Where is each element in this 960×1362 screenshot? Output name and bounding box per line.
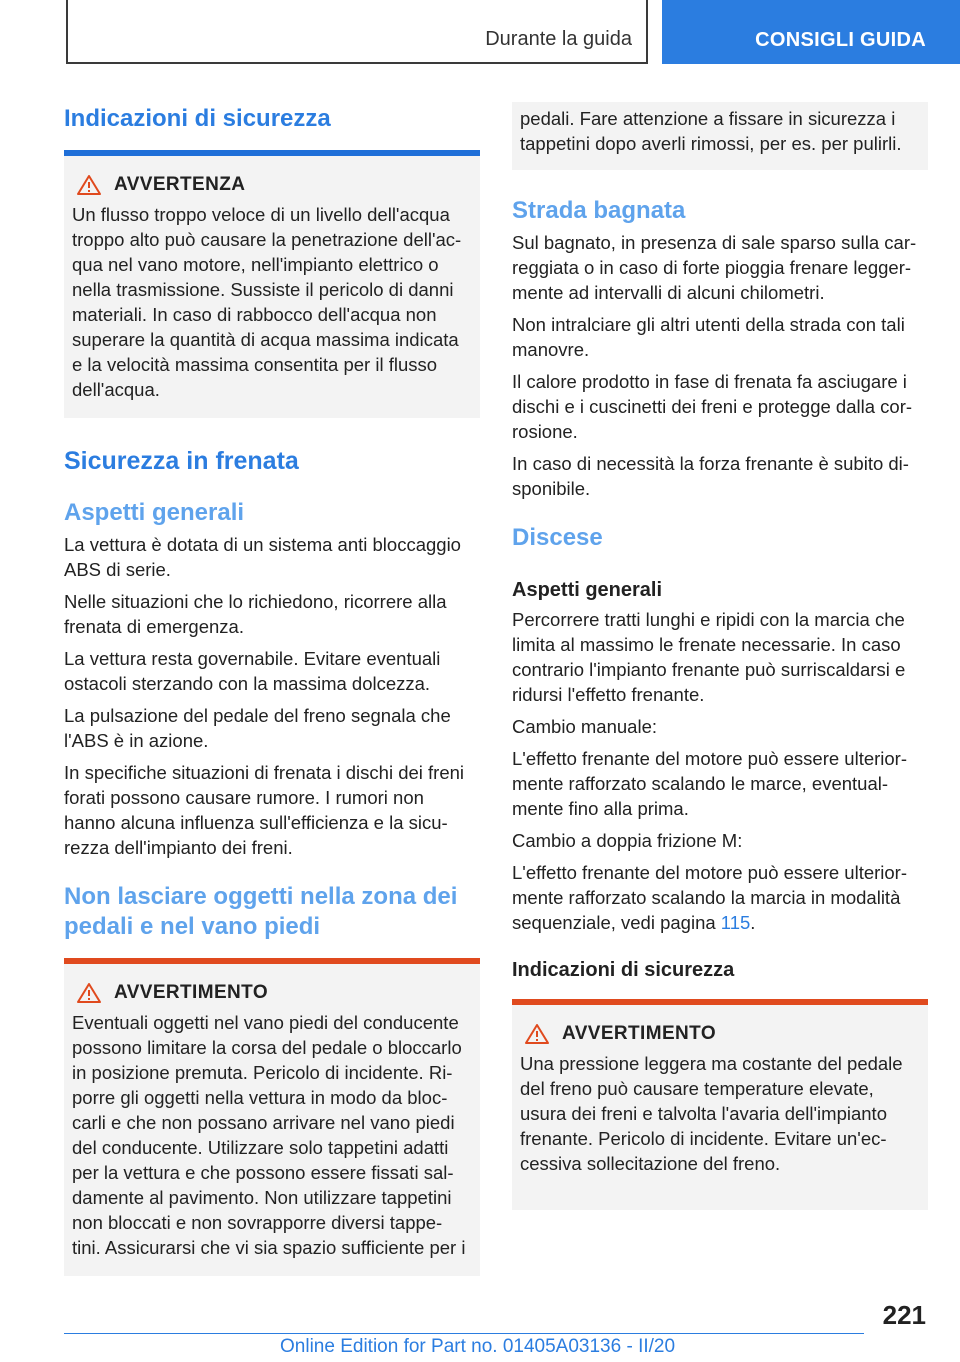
page-number: 221 xyxy=(882,1300,926,1330)
footer-rule xyxy=(64,1333,864,1334)
warning-title: AVVERTIMENTO xyxy=(114,982,268,1003)
warning-text: Una pressione leggera ma costante del pedale del freno può causare temperature elevate, usura dei freni e talvolta l'avaria dell'impianto frenante. Pericolo di incidente. Evitare un'ec- cessiva sollecitazione del freno. xyxy=(520,1053,903,1174)
subheading-safety-notes: Indicazioni di sicurezza xyxy=(512,959,735,981)
paragraph: Non intralciare gli altri utenti della strada con tali manovre. xyxy=(512,314,905,360)
paragraph: In specifiche situazioni di frenata i dischi dei freni forati possono causare rumore. I rumori non hanno alcuna influenza sull'efficienza e la sicu- rezza dell'impianto dei freni. xyxy=(64,762,465,858)
paragraph: Sul bagnato, in presenza di sale sparso sulla car- reggiata o in caso di forte pioggia frenare legger- mente ad intervalli di alcuni chilometri. xyxy=(512,232,917,303)
paragraph: Percorrere tratti lunghi e ripidi con la marcia che limita al massimo le frenate necessarie. In caso contrario l'impianto frenante può surriscaldarsi e ridursi l'effetto frenante. xyxy=(512,609,906,705)
chapter-tab[interactable] xyxy=(662,0,960,64)
paragraph: Cambio a doppia frizione M: xyxy=(512,830,743,851)
heading-braking-safety: Sicurezza in frenata xyxy=(64,447,299,475)
paragraph: L'effetto frenante del motore può essere ulterior- mente rafforzato scalando le marce, eventual- mente fino alla prima. xyxy=(512,748,908,819)
paragraph: Nelle situazioni che lo richiedono, ricorrere alla frenata di emergenza. xyxy=(64,591,447,637)
paragraph: La vettura resta governabile. Evitare eventuali ostacoli sterzando con la massima dolcezza. xyxy=(64,648,441,694)
section-title: Durante la guida xyxy=(485,28,632,50)
warning-box-water xyxy=(64,156,480,418)
paragraph: La vettura è dotata di un sistema anti bloccaggio ABS di serie. xyxy=(64,534,461,580)
chapter-title: CONSIGLI GUIDA xyxy=(755,29,926,51)
paragraph: Il calore prodotto in fase di frenata fa asciugare i dischi e i cuscinetti dei freni e protegge dalla cor- rosione. xyxy=(512,371,913,442)
warning-text: pedali. Fare attenzione a fissare in sicurezza i tappetini dopo averli rimossi, per es. per pulirli. xyxy=(520,108,902,154)
warning-box-continued xyxy=(512,102,928,170)
warning-box-pedals xyxy=(64,964,480,1276)
page-reference-link[interactable]: 115 xyxy=(720,912,751,933)
edition-note: Online Edition for Part no. 01405A03136 - II/20 xyxy=(280,1336,676,1357)
warning-text: Eventuali oggetti nel vano piedi del conducente possono limitare la corsa del pedale o bloccarlo in posizione premuta. Pericolo di incidente. Ri- porre gli oggetti nella vettura in modo da bloc- carli e che non possano arrivare nel vano piedi del conducente. Utilizzare solo tappetini adatti per la vettura e che possono essere fissati sal- damente al pavimento. Non utilizzare tappetini non bloccati e non sovrapporre diversi tappe- tini. Assicurarsi che vi sia spazio sufficiente per i xyxy=(72,1012,466,1258)
paragraph: L'effetto frenante del motore può essere ulterior- mente rafforzato scalando la marcia in modalità sequenziale, vedi pagina 115. xyxy=(512,862,908,933)
warning-title: AVVERTIMENTO xyxy=(562,1023,716,1044)
heading-wet-road: Strada bagnata xyxy=(512,197,686,224)
warning-triangle-icon xyxy=(76,982,102,1004)
warning-text: Un flusso troppo veloce di un livello dell'acqua troppo alto può causare la penetrazione dell'ac- qua nel vano motore, nell'impianto elettrico o nella trasmissione. Sussiste il pericolo di danni materiali. In caso di rabbocco dell'acqua non superare la quantità di acqua massima indicata e la velocità massima consentita per il flusso dell'acqua. xyxy=(72,204,462,400)
paragraph: In caso di necessità la forza frenante è subito di- sponibile. xyxy=(512,453,909,499)
heading-safety-notes: Indicazioni di sicurezza xyxy=(64,105,331,132)
warning-box-brake xyxy=(512,1005,928,1210)
right-column xyxy=(512,102,928,1210)
warning-title: AVVERTENZA xyxy=(114,174,246,195)
header-left-frame xyxy=(66,0,648,64)
subheading-general-aspects: Aspetti generali xyxy=(512,579,663,601)
heading-descents: Discese xyxy=(512,524,603,551)
heading-general-aspects: Aspetti generali xyxy=(64,499,245,526)
heading-pedal-objects: Non lasciare oggetti nella zona dei pedali e nel vano piedi xyxy=(64,883,458,940)
left-column xyxy=(64,92,480,1276)
paragraph: La pulsazione del pedale del freno segnala che l'ABS è in azione. xyxy=(64,705,451,751)
warning-triangle-icon xyxy=(76,174,102,196)
warning-triangle-icon xyxy=(524,1023,550,1045)
paragraph: Cambio manuale: xyxy=(512,716,657,737)
